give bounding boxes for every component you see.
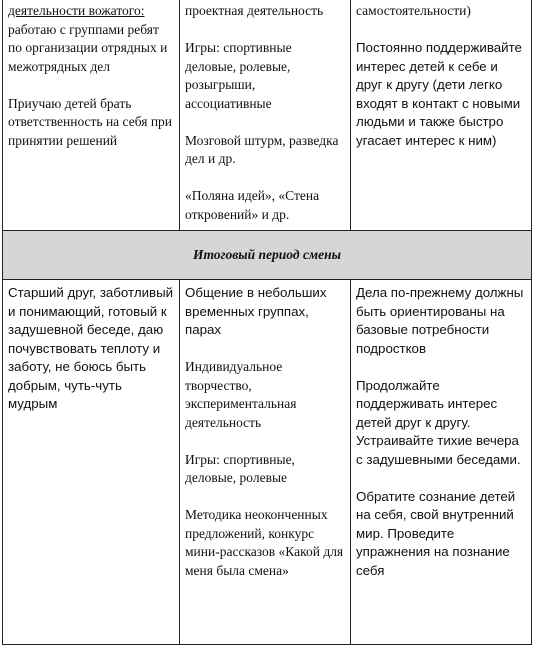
cell-role bbox=[3, 280, 180, 645]
advice-text: Постоянно поддерживайте интерес детей к себе и друг к другу (дети легко входят в контакт с новыми людьми и также быстро угасает интерес к ним) bbox=[356, 40, 522, 148]
activity-text: Мозговой штурм, разведка дел и др. bbox=[185, 132, 339, 166]
section-title: Итоговый период смены bbox=[3, 231, 532, 280]
cell-role bbox=[3, 0, 180, 231]
table-row bbox=[3, 280, 532, 645]
advice-text: самостоятельности) bbox=[356, 3, 471, 18]
activity-text: Игры: спортивные, деловые, ролевые bbox=[185, 451, 295, 485]
role-text-2: Приучаю детей брать ответственность на себя при принятии решений bbox=[8, 95, 173, 148]
section-row bbox=[3, 231, 532, 280]
advice-text: Обратите сознание детей на себя, свой внутренний мир. Проведите упражнения на познание себя bbox=[356, 488, 516, 578]
cell-activities bbox=[180, 0, 351, 231]
role-text: Старший друг, заботливый и понимающий, готовый к задушевной беседе, даю почувствовать теплоту и заботу, не боюсь быть добрым, чуть-чуть мудрым bbox=[8, 285, 174, 411]
cell-advice bbox=[351, 280, 532, 645]
activity-text: Методика неоконченных предложений, конкурс мини-рассказов «Какой для меня была смена» bbox=[185, 507, 344, 578]
activity-text: Игры: спортивные деловые, ролевые, розыгрыши, ассоциативные bbox=[185, 40, 292, 111]
activity-text: «Поляна идей», «Стена откровений» и др. bbox=[185, 188, 320, 222]
cell-activities bbox=[180, 280, 351, 645]
role-heading: деятельности вожатого: bbox=[8, 3, 145, 18]
advice-text: Продолжайте поддерживать интерес детей друг к другу. Устраивайте тихие вечера с задушевными беседами. bbox=[356, 377, 521, 467]
table-row bbox=[3, 0, 532, 231]
advice-text: Дела по-прежнему должны быть ориентированы на базовые потребности подростков bbox=[356, 285, 524, 356]
activity-text: Индивидуальное творчество, экспериментальная деятельность bbox=[185, 359, 297, 430]
cell-advice bbox=[351, 0, 532, 231]
activity-text: Общение в небольших временных группах, парах bbox=[185, 285, 327, 337]
role-text: работаю с группами ребят по организации отрядных и межотрядных дел bbox=[8, 21, 168, 74]
activity-text: проектная деятельность bbox=[185, 3, 324, 18]
program-table bbox=[2, 0, 532, 645]
